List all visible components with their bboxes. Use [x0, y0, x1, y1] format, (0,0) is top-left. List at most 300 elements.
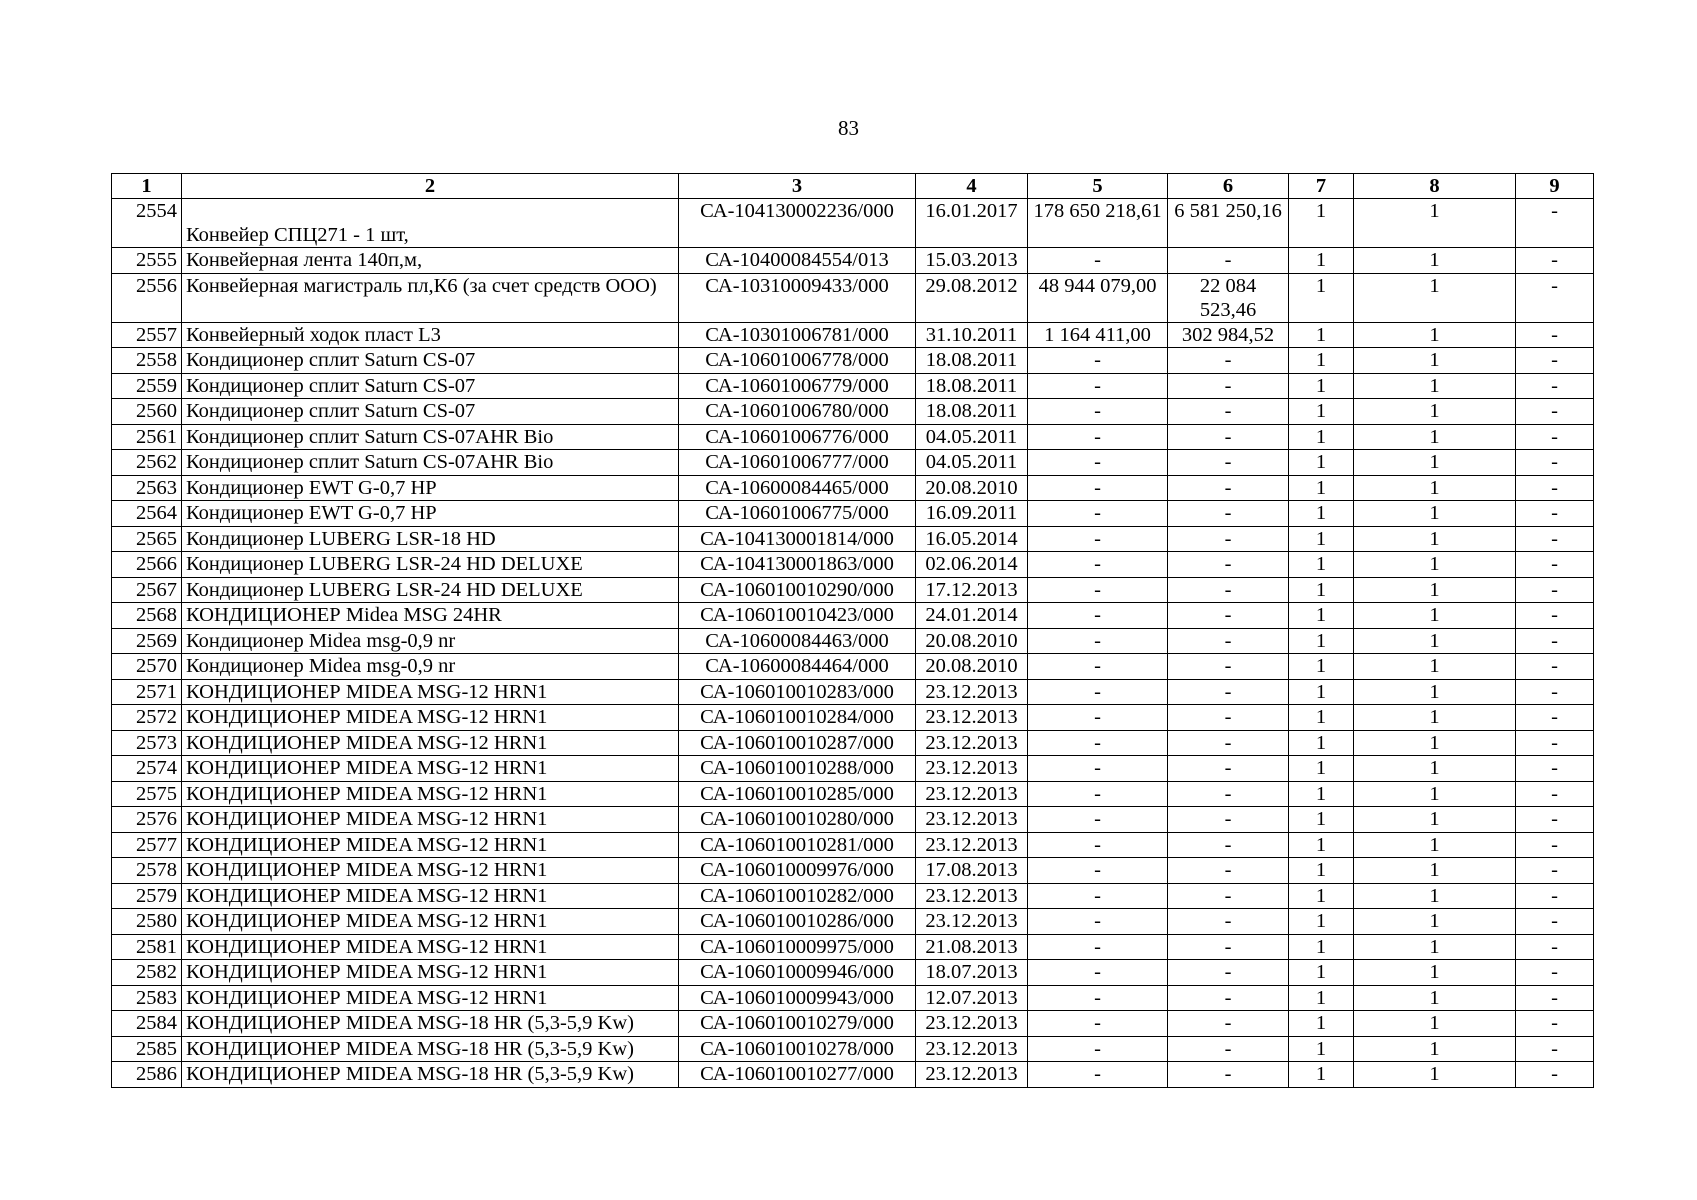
quantity-cell: 1 — [1289, 373, 1354, 399]
note-cell: - — [1516, 960, 1594, 986]
quantity-cell: 1 — [1289, 654, 1354, 680]
acquisition-date: 23.12.2013 — [916, 781, 1028, 807]
row-number: 2581 — [112, 934, 182, 960]
note-cell: - — [1516, 679, 1594, 705]
quantity-confirmed-cell: 1 — [1354, 322, 1516, 348]
initial-value: - — [1028, 756, 1168, 782]
residual-value: - — [1168, 679, 1289, 705]
table-row — [112, 450, 1594, 476]
table-row — [112, 756, 1594, 782]
acquisition-date: 23.12.2013 — [916, 756, 1028, 782]
note-cell: - — [1516, 628, 1594, 654]
inventory-number: СА-10301006781/000 — [679, 322, 916, 348]
initial-value: - — [1028, 526, 1168, 552]
quantity-cell: 1 — [1289, 424, 1354, 450]
row-number: 2557 — [112, 322, 182, 348]
row-number: 2570 — [112, 654, 182, 680]
table-row — [112, 628, 1594, 654]
inventory-number: СА-106010010285/000 — [679, 781, 916, 807]
asset-name: Кондиционер сплит Saturn CS-07 — [182, 399, 679, 425]
inventory-number: СА-10400084554/013 — [679, 248, 916, 274]
quantity-confirmed-cell: 1 — [1354, 628, 1516, 654]
residual-value: - — [1168, 1011, 1289, 1037]
acquisition-date: 18.07.2013 — [916, 960, 1028, 986]
table-row — [112, 960, 1594, 986]
quantity-confirmed-cell: 1 — [1354, 603, 1516, 629]
initial-value: - — [1028, 628, 1168, 654]
note-cell: - — [1516, 654, 1594, 680]
row-number: 2563 — [112, 475, 182, 501]
residual-value: - — [1168, 1036, 1289, 1062]
initial-value: 1 164 411,00 — [1028, 322, 1168, 348]
asset-name: Кондиционер сплит Saturn CS-07AHR Bio — [182, 450, 679, 476]
residual-value: - — [1168, 934, 1289, 960]
residual-value: - — [1168, 730, 1289, 756]
note-cell: - — [1516, 322, 1594, 348]
quantity-confirmed-cell: 1 — [1354, 909, 1516, 935]
quantity-cell: 1 — [1289, 603, 1354, 629]
residual-value: - — [1168, 450, 1289, 476]
acquisition-date: 23.12.2013 — [916, 679, 1028, 705]
asset-name: Кондиционер сплит Saturn CS-07 — [182, 373, 679, 399]
asset-name: КОНДИЦИОНЕР MIDEA MSG-12 HRN1 — [182, 781, 679, 807]
table-row — [112, 807, 1594, 833]
table-row — [112, 199, 1594, 248]
row-number: 2582 — [112, 960, 182, 986]
row-number: 2580 — [112, 909, 182, 935]
quantity-confirmed-cell: 1 — [1354, 883, 1516, 909]
initial-value: - — [1028, 985, 1168, 1011]
inventory-number: СА-106010010277/000 — [679, 1062, 916, 1088]
initial-value: - — [1028, 450, 1168, 476]
note-cell: - — [1516, 450, 1594, 476]
row-number: 2586 — [112, 1062, 182, 1088]
inventory-number: СА-106010010284/000 — [679, 705, 916, 731]
note-cell: - — [1516, 1036, 1594, 1062]
asset-name: КОНДИЦИОНЕР MIDEA MSG-18 HR (5,3-5,9 Kw) — [182, 1036, 679, 1062]
initial-value: - — [1028, 552, 1168, 578]
quantity-confirmed-cell: 1 — [1354, 832, 1516, 858]
initial-value: - — [1028, 832, 1168, 858]
residual-value: - — [1168, 705, 1289, 731]
inventory-number: СА-10310009433/000 — [679, 273, 916, 322]
inventory-number: СА-10600084463/000 — [679, 628, 916, 654]
row-number: 2578 — [112, 858, 182, 884]
page-number: 83 — [838, 116, 859, 140]
table-row — [112, 577, 1594, 603]
quantity-confirmed-cell: 1 — [1354, 348, 1516, 374]
row-number: 2555 — [112, 248, 182, 274]
row-number: 2574 — [112, 756, 182, 782]
quantity-cell: 1 — [1289, 199, 1354, 248]
quantity-confirmed-cell: 1 — [1354, 552, 1516, 578]
residual-value: - — [1168, 654, 1289, 680]
quantity-cell: 1 — [1289, 552, 1354, 578]
row-number: 2585 — [112, 1036, 182, 1062]
asset-name: Конвейерный ходок пласт L3 — [182, 322, 679, 348]
quantity-confirmed-cell: 1 — [1354, 577, 1516, 603]
table-row — [112, 730, 1594, 756]
row-number: 2573 — [112, 730, 182, 756]
note-cell: - — [1516, 399, 1594, 425]
quantity-cell: 1 — [1289, 1062, 1354, 1088]
quantity-confirmed-cell: 1 — [1354, 985, 1516, 1011]
quantity-confirmed-cell: 1 — [1354, 526, 1516, 552]
asset-name: КОНДИЦИОНЕР MIDEA MSG-12 HRN1 — [182, 909, 679, 935]
inventory-number: СА-106010010280/000 — [679, 807, 916, 833]
initial-value: - — [1028, 1011, 1168, 1037]
initial-value: - — [1028, 679, 1168, 705]
note-cell: - — [1516, 424, 1594, 450]
quantity-cell: 1 — [1289, 577, 1354, 603]
table-header — [112, 174, 1594, 199]
quantity-confirmed-cell: 1 — [1354, 1036, 1516, 1062]
quantity-confirmed-cell: 1 — [1354, 705, 1516, 731]
acquisition-date: 23.12.2013 — [916, 730, 1028, 756]
acquisition-date: 23.12.2013 — [916, 832, 1028, 858]
initial-value: - — [1028, 1062, 1168, 1088]
quantity-cell: 1 — [1289, 248, 1354, 274]
table-row — [112, 858, 1594, 884]
initial-value: - — [1028, 424, 1168, 450]
quantity-confirmed-cell: 1 — [1354, 960, 1516, 986]
inventory-number: СА-10601006780/000 — [679, 399, 916, 425]
quantity-cell: 1 — [1289, 756, 1354, 782]
quantity-cell: 1 — [1289, 909, 1354, 935]
row-number: 2566 — [112, 552, 182, 578]
note-cell: - — [1516, 273, 1594, 322]
initial-value: - — [1028, 654, 1168, 680]
table-row — [112, 883, 1594, 909]
note-cell: - — [1516, 730, 1594, 756]
quantity-confirmed-cell: 1 — [1354, 399, 1516, 425]
inventory-number: СА-106010010279/000 — [679, 1011, 916, 1037]
quantity-cell: 1 — [1289, 475, 1354, 501]
asset-name: Кондиционер сплит Saturn CS-07AHR Bio — [182, 424, 679, 450]
inventory-number: СА-10601006779/000 — [679, 373, 916, 399]
acquisition-date: 12.07.2013 — [916, 985, 1028, 1011]
column-header-1: 1 — [112, 174, 182, 199]
note-cell: - — [1516, 248, 1594, 274]
quantity-cell: 1 — [1289, 807, 1354, 833]
residual-value: - — [1168, 248, 1289, 274]
quantity-confirmed-cell: 1 — [1354, 679, 1516, 705]
row-number: 2564 — [112, 501, 182, 527]
initial-value: - — [1028, 1036, 1168, 1062]
note-cell: - — [1516, 807, 1594, 833]
quantity-cell: 1 — [1289, 273, 1354, 322]
quantity-confirmed-cell: 1 — [1354, 424, 1516, 450]
asset-name: Кондиционер сплит Saturn CS-07 — [182, 348, 679, 374]
acquisition-date: 18.08.2011 — [916, 399, 1028, 425]
quantity-cell: 1 — [1289, 934, 1354, 960]
row-number: 2560 — [112, 399, 182, 425]
asset-name: Кондиционер EWT G-0,7 HP — [182, 475, 679, 501]
quantity-cell: 1 — [1289, 832, 1354, 858]
inventory-number: СА-10600084464/000 — [679, 654, 916, 680]
asset-name: КОНДИЦИОНЕР MIDEA MSG-18 HR (5,3-5,9 Kw) — [182, 1062, 679, 1088]
residual-value: - — [1168, 577, 1289, 603]
acquisition-date: 02.06.2014 — [916, 552, 1028, 578]
inventory-number: СА-106010009943/000 — [679, 985, 916, 1011]
table-row — [112, 501, 1594, 527]
residual-value: - — [1168, 756, 1289, 782]
acquisition-date: 15.03.2013 — [916, 248, 1028, 274]
table-body — [112, 199, 1594, 1088]
asset-name: КОНДИЦИОНЕР MIDEA MSG-12 HRN1 — [182, 730, 679, 756]
inventory-number: СА-10601006778/000 — [679, 348, 916, 374]
column-header-5: 5 — [1028, 174, 1168, 199]
quantity-confirmed-cell: 1 — [1354, 781, 1516, 807]
acquisition-date: 20.08.2010 — [916, 628, 1028, 654]
note-cell: - — [1516, 603, 1594, 629]
acquisition-date: 18.08.2011 — [916, 348, 1028, 374]
table-row — [112, 248, 1594, 274]
asset-registry-table — [111, 173, 1594, 1088]
table-row — [112, 475, 1594, 501]
row-number: 2584 — [112, 1011, 182, 1037]
table-row — [112, 832, 1594, 858]
residual-value: - — [1168, 858, 1289, 884]
initial-value: - — [1028, 705, 1168, 731]
initial-value: 48 944 079,00 — [1028, 273, 1168, 322]
column-header-4: 4 — [916, 174, 1028, 199]
row-number: 2556 — [112, 273, 182, 322]
initial-value: - — [1028, 577, 1168, 603]
inventory-number: СА-104130002236/000 — [679, 199, 916, 248]
quantity-confirmed-cell: 1 — [1354, 475, 1516, 501]
note-cell: - — [1516, 199, 1594, 248]
quantity-cell: 1 — [1289, 322, 1354, 348]
quantity-cell: 1 — [1289, 1011, 1354, 1037]
inventory-number: СА-106010010283/000 — [679, 679, 916, 705]
residual-value: - — [1168, 399, 1289, 425]
initial-value: - — [1028, 807, 1168, 833]
acquisition-date: 04.05.2011 — [916, 450, 1028, 476]
row-number: 2576 — [112, 807, 182, 833]
acquisition-date: 29.08.2012 — [916, 273, 1028, 322]
asset-name: КОНДИЦИОНЕР MIDEA MSG-12 HRN1 — [182, 679, 679, 705]
inventory-number: СА-106010010282/000 — [679, 883, 916, 909]
residual-value: 22 084 523,46 — [1168, 273, 1289, 322]
residual-value: - — [1168, 909, 1289, 935]
note-cell: - — [1516, 552, 1594, 578]
initial-value: - — [1028, 501, 1168, 527]
row-number: 2558 — [112, 348, 182, 374]
residual-value: 302 984,52 — [1168, 322, 1289, 348]
residual-value: - — [1168, 807, 1289, 833]
table-row — [112, 399, 1594, 425]
quantity-cell: 1 — [1289, 628, 1354, 654]
inventory-number: СА-10601006777/000 — [679, 450, 916, 476]
asset-name: КОНДИЦИОНЕР MIDEA MSG-18 HR (5,3-5,9 Kw) — [182, 1011, 679, 1037]
row-number: 2559 — [112, 373, 182, 399]
asset-name: КОНДИЦИОНЕР Midea MSG 24HR — [182, 603, 679, 629]
acquisition-date: 23.12.2013 — [916, 1062, 1028, 1088]
row-number: 2554 — [112, 199, 182, 248]
quantity-cell: 1 — [1289, 1036, 1354, 1062]
asset-name: Кондиционер LUBERG LSR-24 HD DELUXE — [182, 577, 679, 603]
asset-name: КОНДИЦИОНЕР MIDEA MSG-12 HRN1 — [182, 756, 679, 782]
quantity-cell: 1 — [1289, 679, 1354, 705]
initial-value: - — [1028, 934, 1168, 960]
residual-value: - — [1168, 960, 1289, 986]
inventory-number: СА-10600084465/000 — [679, 475, 916, 501]
inventory-number: СА-106010010281/000 — [679, 832, 916, 858]
note-cell: - — [1516, 909, 1594, 935]
asset-name: КОНДИЦИОНЕР MIDEA MSG-12 HRN1 — [182, 934, 679, 960]
residual-value: - — [1168, 424, 1289, 450]
acquisition-date: 16.05.2014 — [916, 526, 1028, 552]
note-cell: - — [1516, 577, 1594, 603]
acquisition-date: 31.10.2011 — [916, 322, 1028, 348]
residual-value: - — [1168, 552, 1289, 578]
quantity-confirmed-cell: 1 — [1354, 858, 1516, 884]
asset-name: КОНДИЦИОНЕР MIDEA MSG-12 HRN1 — [182, 883, 679, 909]
quantity-confirmed-cell: 1 — [1354, 373, 1516, 399]
table-row — [112, 1062, 1594, 1088]
column-header-3: 3 — [679, 174, 916, 199]
note-cell: - — [1516, 781, 1594, 807]
initial-value: - — [1028, 373, 1168, 399]
table-row — [112, 322, 1594, 348]
initial-value: - — [1028, 858, 1168, 884]
residual-value: - — [1168, 781, 1289, 807]
row-number: 2572 — [112, 705, 182, 731]
acquisition-date: 23.12.2013 — [916, 909, 1028, 935]
note-cell: - — [1516, 985, 1594, 1011]
residual-value: - — [1168, 883, 1289, 909]
acquisition-date: 20.08.2010 — [916, 475, 1028, 501]
header-row — [112, 174, 1594, 199]
initial-value: - — [1028, 399, 1168, 425]
asset-name: Кондиционер LUBERG LSR-24 HD DELUXE — [182, 552, 679, 578]
column-header-2: 2 — [182, 174, 679, 199]
table-row — [112, 654, 1594, 680]
initial-value: - — [1028, 730, 1168, 756]
table-row — [112, 909, 1594, 935]
asset-name: Кондиционер EWT G-0,7 HP — [182, 501, 679, 527]
note-cell: - — [1516, 934, 1594, 960]
row-number: 2567 — [112, 577, 182, 603]
initial-value: 178 650 218,61 — [1028, 199, 1168, 248]
asset-name: КОНДИЦИОНЕР MIDEA MSG-12 HRN1 — [182, 960, 679, 986]
table-row — [112, 526, 1594, 552]
quantity-cell: 1 — [1289, 501, 1354, 527]
residual-value: - — [1168, 603, 1289, 629]
acquisition-date: 23.12.2013 — [916, 807, 1028, 833]
row-number: 2568 — [112, 603, 182, 629]
quantity-confirmed-cell: 1 — [1354, 807, 1516, 833]
row-number: 2569 — [112, 628, 182, 654]
column-header-7: 7 — [1289, 174, 1354, 199]
table-row — [112, 424, 1594, 450]
table-row — [112, 1011, 1594, 1037]
quantity-confirmed-cell: 1 — [1354, 1011, 1516, 1037]
note-cell: - — [1516, 526, 1594, 552]
residual-value: - — [1168, 832, 1289, 858]
table-row — [112, 679, 1594, 705]
initial-value: - — [1028, 883, 1168, 909]
table-row — [112, 603, 1594, 629]
quantity-confirmed-cell: 1 — [1354, 450, 1516, 476]
asset-name: Кондиционер LUBERG LSR-18 HD — [182, 526, 679, 552]
quantity-confirmed-cell: 1 — [1354, 273, 1516, 322]
asset-name: КОНДИЦИОНЕР MIDEA MSG-12 HRN1 — [182, 858, 679, 884]
table-row — [112, 1036, 1594, 1062]
acquisition-date: 23.12.2013 — [916, 1011, 1028, 1037]
residual-value: - — [1168, 373, 1289, 399]
acquisition-date: 23.12.2013 — [916, 1036, 1028, 1062]
inventory-number: СА-10601006776/000 — [679, 424, 916, 450]
row-number: 2571 — [112, 679, 182, 705]
note-cell: - — [1516, 883, 1594, 909]
quantity-cell: 1 — [1289, 960, 1354, 986]
table-row — [112, 781, 1594, 807]
quantity-confirmed-cell: 1 — [1354, 730, 1516, 756]
note-cell: - — [1516, 475, 1594, 501]
table-row — [112, 552, 1594, 578]
note-cell: - — [1516, 348, 1594, 374]
note-cell: - — [1516, 832, 1594, 858]
asset-name: КОНДИЦИОНЕР MIDEA MSG-12 HRN1 — [182, 705, 679, 731]
inventory-number: СА-106010010288/000 — [679, 756, 916, 782]
table-row — [112, 985, 1594, 1011]
quantity-cell: 1 — [1289, 399, 1354, 425]
row-number: 2565 — [112, 526, 182, 552]
quantity-confirmed-cell: 1 — [1354, 756, 1516, 782]
table-row — [112, 273, 1594, 322]
residual-value: 6 581 250,16 — [1168, 199, 1289, 248]
acquisition-date: 17.12.2013 — [916, 577, 1028, 603]
asset-name: Конвейерная магистраль пл,К6 (за счет средств ООО) — [182, 273, 679, 322]
acquisition-date: 23.12.2013 — [916, 883, 1028, 909]
inventory-number: СА-106010010423/000 — [679, 603, 916, 629]
quantity-cell: 1 — [1289, 858, 1354, 884]
inventory-number: СА-106010010287/000 — [679, 730, 916, 756]
residual-value: - — [1168, 985, 1289, 1011]
note-cell: - — [1516, 1011, 1594, 1037]
initial-value: - — [1028, 960, 1168, 986]
initial-value: - — [1028, 475, 1168, 501]
inventory-number: СА-106010009946/000 — [679, 960, 916, 986]
acquisition-date: 04.05.2011 — [916, 424, 1028, 450]
asset-name: Конвейер СПЦ271 - 1 шт, — [182, 199, 679, 248]
quantity-cell: 1 — [1289, 705, 1354, 731]
quantity-cell: 1 — [1289, 450, 1354, 476]
quantity-cell: 1 — [1289, 985, 1354, 1011]
acquisition-date: 17.08.2013 — [916, 858, 1028, 884]
quantity-confirmed-cell: 1 — [1354, 199, 1516, 248]
quantity-cell: 1 — [1289, 348, 1354, 374]
note-cell: - — [1516, 373, 1594, 399]
inventory-number: СА-106010009976/000 — [679, 858, 916, 884]
acquisition-date: 23.12.2013 — [916, 705, 1028, 731]
quantity-confirmed-cell: 1 — [1354, 654, 1516, 680]
initial-value: - — [1028, 348, 1168, 374]
acquisition-date: 16.09.2011 — [916, 501, 1028, 527]
acquisition-date: 21.08.2013 — [916, 934, 1028, 960]
residual-value: - — [1168, 526, 1289, 552]
inventory-number: СА-10601006775/000 — [679, 501, 916, 527]
row-number: 2583 — [112, 985, 182, 1011]
inventory-number: СА-104130001863/000 — [679, 552, 916, 578]
quantity-confirmed-cell: 1 — [1354, 934, 1516, 960]
inventory-number: СА-104130001814/000 — [679, 526, 916, 552]
table-row — [112, 373, 1594, 399]
row-number: 2575 — [112, 781, 182, 807]
asset-name: КОНДИЦИОНЕР MIDEA MSG-12 HRN1 — [182, 807, 679, 833]
